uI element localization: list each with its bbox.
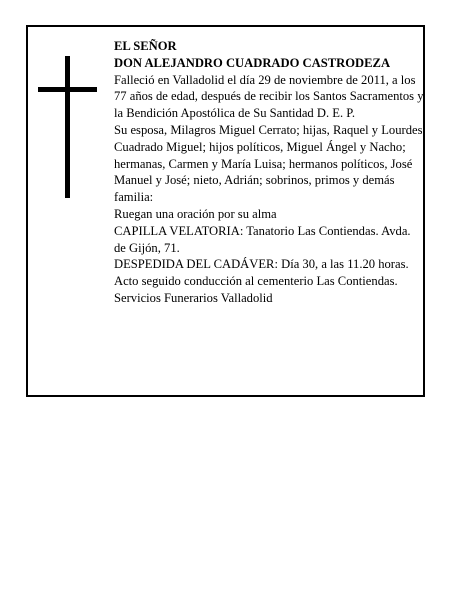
family-list: Su esposa, Milagros Miguel Cerrato; hijas, Raquel y Lourdes Cuadrado Miguel; hijos políticos, Miguel Ángel y Nacho; hermanas, Carmen y María Luisa; hermanos políticos, José Manuel y José; nieto, Adrián; sobrinos, primos y demás familia: xyxy=(114,122,423,205)
farewell-info: DESPEDIDA DEL CADÁVER: Día 30, a las 11.20 horas. Acto seguido conducción al cementerio Las Contiendas. xyxy=(114,257,409,289)
obituary-notice xyxy=(26,25,425,397)
prayer-request: Ruegan una oración por su alma xyxy=(114,206,277,221)
notice-title: EL SEÑOR xyxy=(114,39,177,53)
notice-text xyxy=(114,38,424,307)
cross-horizontal-bar xyxy=(38,87,97,92)
death-info: Falleció en Valladolid el día 29 de noviembre de 2011, a los 77 años de edad, después de recibir los Santos Sacramentos y la Bendición Apostólica de Su Santidad D. E. P. xyxy=(114,72,424,121)
deceased-name: DON ALEJANDRO CUADRADO CASTRODEZA xyxy=(114,55,391,70)
funeral-home: Servicios Funerarios Valladolid xyxy=(114,290,273,305)
cross-vertical-bar xyxy=(65,56,70,198)
chapel-info: CAPILLA VELATORIA: Tanatorio Las Contiendas. Avda. de Gijón, 71. xyxy=(114,223,411,255)
